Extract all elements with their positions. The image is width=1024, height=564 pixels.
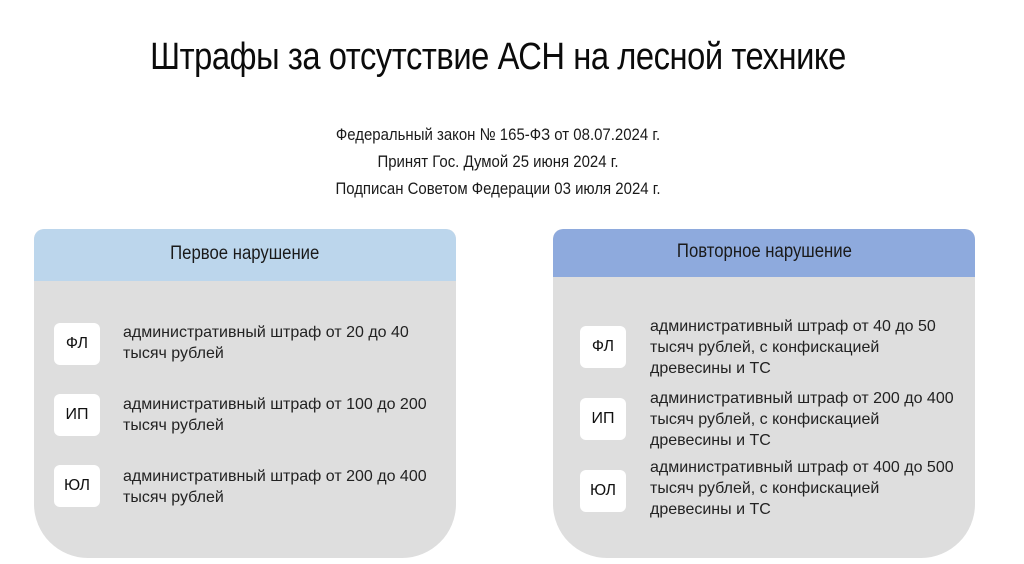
ip-badge: ИП: [54, 394, 100, 436]
law-info-line-3: Подписан Советом Федерации 03 июля 2024 г.: [335, 179, 661, 198]
ul-badge: ЮЛ: [54, 465, 100, 507]
fine-description: административный штраф от 200 до 400 тысяч рублей: [123, 468, 427, 506]
fine-description: административный штраф от 40 до 50 тысяч рублей, с конфискацией древесины и ТС: [650, 318, 936, 377]
fine-description: административный штраф от 20 до 40 тысяч рублей: [123, 324, 409, 362]
fl-badge: ФЛ: [580, 326, 626, 368]
first-violation-card: [34, 229, 456, 558]
page-title: Штрафы за отсутствие АСН на лесной технике: [150, 36, 846, 78]
law-info: [60, 121, 936, 202]
fine-description: административный штраф от 200 до 400 тысяч рублей, с конфискацией древесины и ТС: [650, 390, 954, 449]
fine-description: административный штраф от 400 до 500 тысяч рублей, с конфискацией древесины и ТС: [650, 459, 954, 518]
fl-badge: ФЛ: [54, 323, 100, 365]
ul-badge: ЮЛ: [580, 470, 626, 512]
first-violation-header: [34, 229, 456, 281]
repeat-violation-header: [553, 229, 975, 277]
ip-badge: ИП: [580, 398, 626, 440]
fine-description: административный штраф от 100 до 200 тысяч рублей: [123, 396, 427, 434]
repeat-violation-card: [553, 229, 975, 558]
first-violation-header-label: Первое нарушение: [170, 243, 320, 264]
law-info-line-1: Федеральный закон № 165-ФЗ от 08.07.2024 г.: [335, 125, 661, 144]
law-info-line-2: Принят Гос. Думой 25 июня 2024 г.: [377, 152, 619, 171]
repeat-violation-header-label: Повторное нарушение: [676, 241, 852, 262]
